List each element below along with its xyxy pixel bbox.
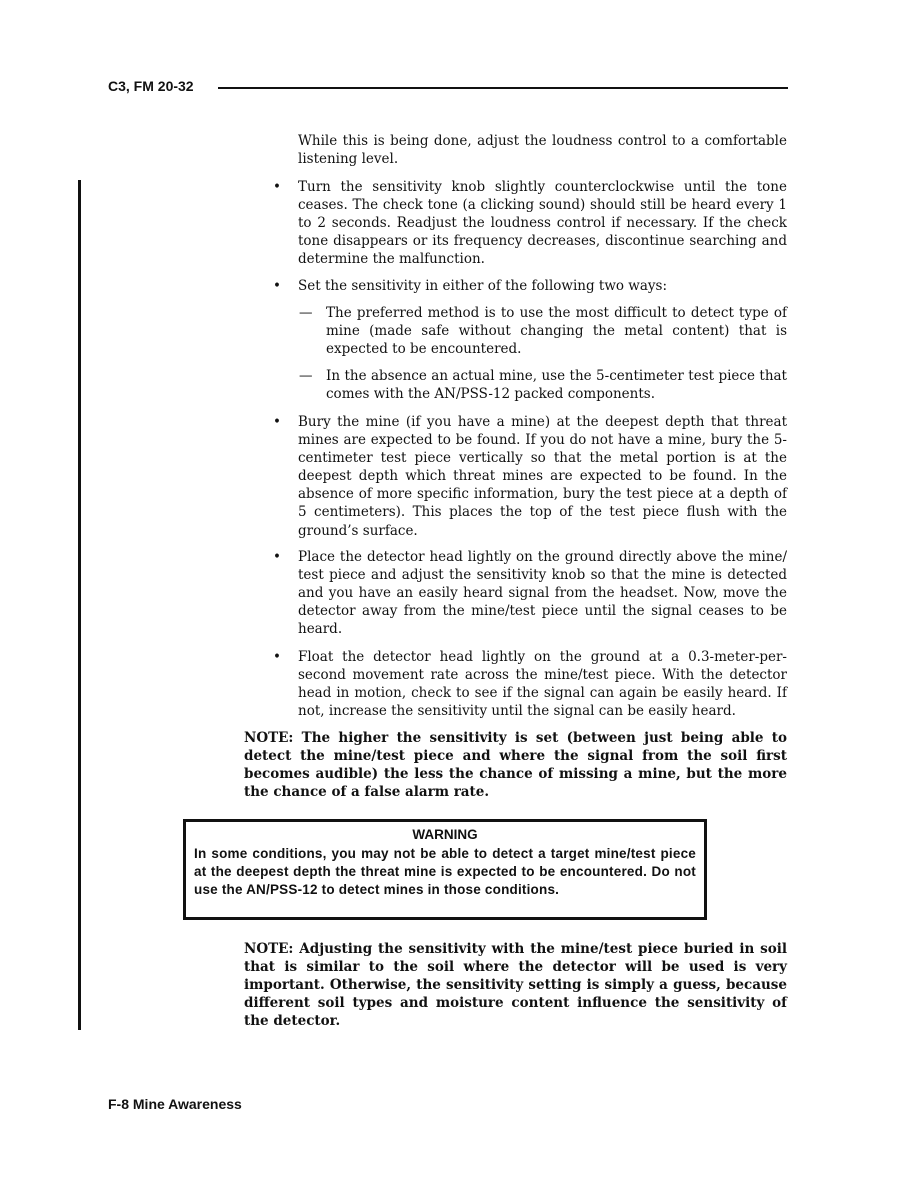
warning-text: In some conditions, you may not be able to detect a target mine/test piece at the deepest depth the threat mine is expected to be encountered. Do not use the AN/PSS-12 to detect mines in those conditions. [194, 846, 696, 897]
sub-item-marker-1: — [299, 305, 313, 321]
bullet-text-1: Turn the sensitivity knob slightly counterclockwise until the tone ceases. The check tone (a clicking sound) should still be heard every 1 to 2 seconds. Readjust the loudness control if necessary. If the check tone disappears or its frequency decreases, discontinue searching and determine the malfunction. [298, 179, 787, 268]
page-footer: F-8 Mine Awareness [108, 1096, 242, 1112]
sub-item-text-2: In the absence an actual mine, use the 5-centimeter test piece that comes with the AN/PSS-12 packed components. [326, 368, 787, 403]
header-rule [218, 87, 788, 89]
warning-box [183, 819, 707, 920]
bullet-marker-2: • [273, 278, 281, 294]
note-sensitivity: NOTE: The higher the sensitivity is set (between just being able to detect the mine/test piece and where the signal from the soil first becomes audible) the less the chance of missing a mine, but the more the chance of a false alarm rate. [244, 730, 787, 801]
bullet-text-3: Bury the mine (if you have a mine) at the deepest depth that threat mines are expected to be found. If you do not have a mine, bury the 5-centimeter test piece vertically so that the metal portion is at the deepest depth which threat mines are expected to be found. In the absence of more specific information, bury the test piece at a depth of 5 centimeters). This places the top of the test piece flush with the ground’s surface. [298, 414, 787, 539]
sub-item-text-1: The preferred method is to use the most difficult to detect type of mine (made safe without changing the metal content) that is expected to be encountered. [326, 305, 787, 358]
warning-title: WARNING [412, 827, 478, 842]
bullet-text-5: Float the detector head lightly on the ground at a 0.3-meter-per-second movement rate across the mine/test piece. With the detector head in motion, check to see if the signal can again be easily heard. If not, increase the sensitivity until the signal can be easily heard. [298, 649, 787, 720]
bullet-marker-3: • [273, 414, 281, 430]
change-bar [78, 180, 81, 1030]
bullet-text-4: Place the detector head lightly on the ground directly above the mine/ test piece and adjust the sensitivity knob so that the mine is detected and you have an easily heard signal from the headset. Now, move the detector away from the mine/test piece until the signal ceases to be heard. [298, 549, 787, 638]
bullet-marker-5: • [273, 649, 281, 665]
sub-item-marker-2: — [299, 368, 313, 384]
page-header-title: C3, FM 20-32 [108, 78, 194, 94]
bullet-marker-4: • [273, 549, 281, 565]
bullet-text-2: Set the sensitivity in either of the following two ways: [298, 278, 668, 294]
bullet-marker-1: • [273, 179, 281, 195]
intro-paragraph: While this is being done, adjust the loudness control to a comfortable listening level. [298, 133, 787, 168]
note-soil: NOTE: Adjusting the sensitivity with the mine/test piece buried in soil that is similar to the soil where the detector will be used is very important. Otherwise, the sensitivity setting is simply a guess, because different soil types and moisture content influence the sensitivity of the detector. [244, 941, 787, 1030]
